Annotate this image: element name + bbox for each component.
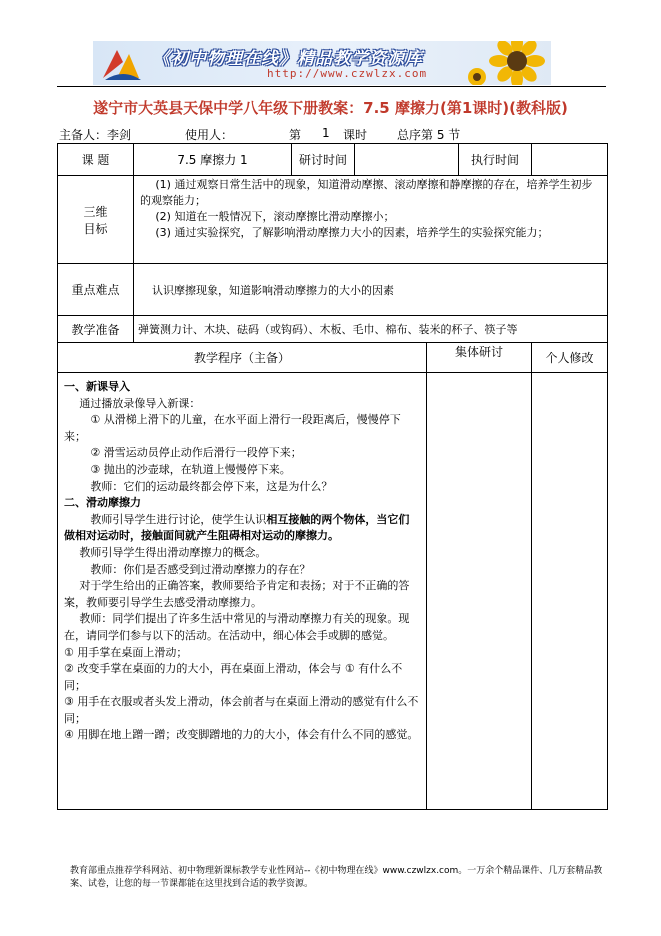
banner-url: http://www.czwlzx.com bbox=[267, 67, 428, 80]
topic-value: 7.5 摩擦力 1 bbox=[134, 144, 292, 176]
goals-row bbox=[58, 176, 608, 264]
banner-title: 《初中物理在线》精品教学资源库 bbox=[153, 49, 423, 69]
goal-item: (2) 知道在一般情况下，滚动摩擦比滑动摩擦小； bbox=[155, 210, 395, 223]
exec-time-value bbox=[532, 144, 608, 176]
key-points-row bbox=[58, 264, 608, 316]
period-prefix: 第 bbox=[289, 128, 302, 142]
discuss-time-value bbox=[355, 144, 459, 176]
paragraph: 教师：同学们提出了许多生活中常见的与滑动摩擦力有关的现象。现在，请同学们参与以下的活动。在活动中，细心体会手或脚的感觉。 bbox=[64, 612, 410, 642]
paragraph: 教师引导学生得出滑动摩擦力的概念。 bbox=[79, 545, 267, 559]
user-label: 使用人： bbox=[185, 128, 234, 142]
list-item: ② 改变手掌在桌面的力的大小，再在桌面上滑动，体会与 ① 有什么不同； bbox=[64, 662, 403, 692]
list-item: ① 用手掌在桌面上滑动； bbox=[64, 645, 188, 659]
goals-label-line2: 目标 bbox=[83, 221, 108, 236]
goal-item: (3) 通过实验探究，了解影响滑动摩擦力大小的因素，培养学生的实验探究能力； bbox=[155, 226, 549, 239]
list-item: ④ 用脚在地上蹭一蹭；改变脚蹭地的力的大小，体会有什么不同的感觉。 bbox=[64, 728, 419, 742]
topic-row bbox=[58, 144, 608, 176]
paragraph bbox=[64, 512, 420, 545]
group-discussion-header: 集体研讨 bbox=[427, 343, 532, 373]
key-points-value: 认识摩擦现象，知道影响滑动摩擦力的大小的因素 bbox=[134, 264, 608, 316]
header-banner bbox=[93, 41, 551, 85]
procedure-body-row bbox=[58, 373, 608, 810]
sunflower-icon bbox=[459, 41, 545, 85]
personal-revision-header: 个人修改 bbox=[532, 343, 608, 373]
preparation-row bbox=[58, 316, 608, 343]
goal-item: (1) 通过观察日常生活中的现象，知道滑动摩擦、滚动摩擦和静摩擦的存在，培养学生初步的观察能力； bbox=[140, 178, 593, 207]
period-suffix: 课时 bbox=[343, 128, 368, 142]
group-discussion-cell bbox=[427, 373, 532, 810]
total-sequence: 总序第 5 节 bbox=[397, 128, 461, 142]
personal-revision-cell bbox=[532, 373, 608, 810]
goals-label-line1: 三维 bbox=[83, 204, 108, 219]
topic-label: 课 题 bbox=[58, 144, 134, 176]
procedure-header-row bbox=[58, 343, 608, 373]
key-points-label: 重点难点 bbox=[58, 264, 134, 316]
section-heading: 二、滑动摩擦力 bbox=[64, 496, 141, 510]
procedure-header: 教学程序（主备） bbox=[58, 343, 427, 373]
procedure-content bbox=[58, 373, 427, 810]
section-heading: 一、新课导入 bbox=[64, 380, 130, 393]
exec-time-label: 执行时间 bbox=[459, 144, 532, 176]
list-item: ③ 用手在衣服或者头发上滑动，体会前者与在桌面上滑动的感觉有什么不同； bbox=[64, 695, 419, 725]
document-title: 遂宁市大英县天保中学八年级下册教案：7.5 摩擦力(第1课时)(教科版) bbox=[93, 99, 568, 117]
footer-note: 教育部重点推荐学科网站、初中物理新课标教学专业性网站--《初中物理在线》www.czwlzx.com。一万余个精品课件、几万套精品教案、试卷，让您的每一节课都能在这里找到合适的教学资源。 bbox=[70, 866, 603, 889]
preparation-label: 教学准备 bbox=[58, 316, 134, 343]
list-item: ① 从滑梯上滑下的儿童，在水平面上滑行一段距离后，慢慢停下来； bbox=[64, 413, 401, 443]
definition-text: 相互接触的两个物体，当它们做相对运动时，接触面间就产生阻碍相对运动的摩擦力。 bbox=[64, 512, 410, 543]
list-item: ③ 抛出的沙壶球，在轨道上慢慢停下来。 bbox=[90, 462, 291, 476]
lesson-plan-table bbox=[57, 143, 608, 810]
paragraph-text: 教师引导学生进行讨论，使学生认识 bbox=[90, 512, 267, 526]
site-logo-icon bbox=[99, 44, 143, 82]
preparer-label: 主备人：李剑 bbox=[59, 128, 132, 142]
goals-content bbox=[134, 176, 608, 264]
paragraph: 教师：你们是否感受到过滑动摩擦力的存在？ bbox=[90, 562, 311, 576]
list-item: ② 滑雪运动员停止动作后滑行一段停下来； bbox=[90, 446, 302, 460]
paragraph: 通过播放录像导入新课： bbox=[79, 396, 201, 410]
paragraph: 对于学生给出的正确答案，教师要给予肯定和表扬；对于不正确的答案，教师要引导学生去感受滑动摩擦力。 bbox=[64, 579, 410, 609]
discuss-time-label: 研讨时间 bbox=[292, 144, 355, 176]
paragraph: 教师：它们的运动最终都会停下来，这是为什么？ bbox=[90, 479, 333, 493]
period-number: 1 bbox=[322, 126, 330, 140]
preparation-value: 弹簧测力计、木块、砝码（或钩码）、木板、毛巾、棉布、装米的杯子、筷子等 bbox=[134, 316, 608, 343]
header-rule bbox=[57, 86, 606, 87]
goals-label bbox=[58, 176, 134, 264]
